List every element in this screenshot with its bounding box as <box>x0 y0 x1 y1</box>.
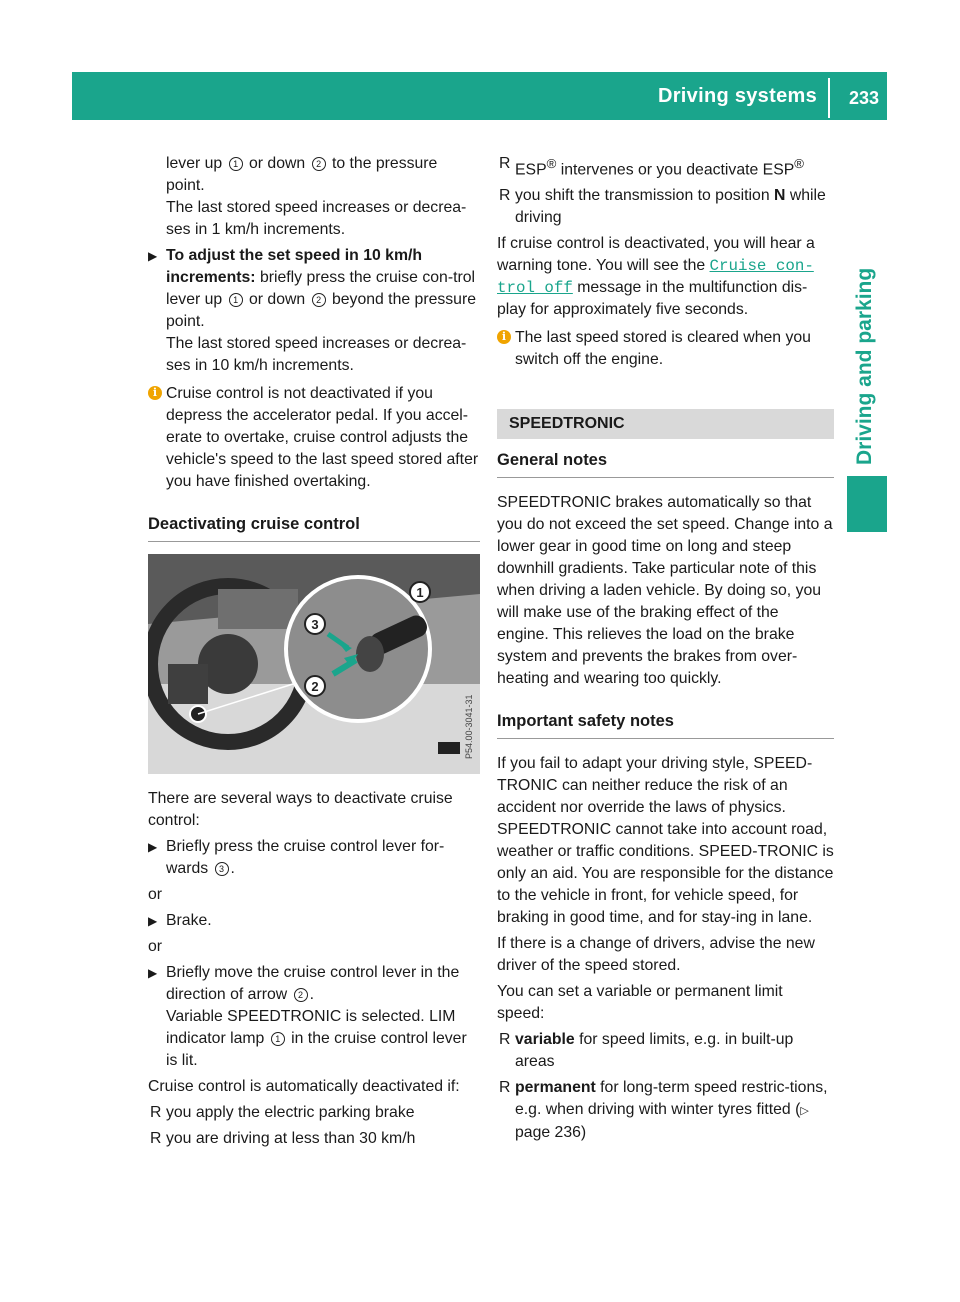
bullet-icon: R <box>499 1031 511 1049</box>
continued-step <box>148 153 480 241</box>
list-item <box>497 1077 834 1144</box>
side-block <box>847 476 887 532</box>
page-link[interactable]: page 236) <box>515 1124 587 1142</box>
marker-2: 2 <box>294 988 308 1002</box>
info-icon: i <box>148 386 162 400</box>
intro-text: There are several ways to deactivate cruise control: <box>148 790 453 829</box>
section-heading-speedtronic: SPEEDTRONIC <box>497 409 834 439</box>
page-ref-icon: ▷ <box>800 1105 809 1118</box>
side-tab-label: Driving and parking <box>853 267 876 465</box>
text: Brake. <box>166 912 212 929</box>
text: in the cruise control lever is lit. <box>166 1030 467 1069</box>
text: while driving <box>515 187 826 227</box>
text: beyond the pressure point. <box>166 291 476 330</box>
option-1: ▶ Briefly press the cruise control lever for-wards 3 . <box>148 838 445 877</box>
info-text: The last speed stored is cleared when you switch off the engine. <box>515 329 811 369</box>
photo-marker-3: 3 <box>311 617 319 632</box>
warning-text <box>497 233 834 321</box>
bullet-icon: R <box>499 155 511 172</box>
general-notes-text: SPEEDTRONIC brakes automatically so that you do not exceed the set speed. Change into a lower gear in good time on long and steep downhill gradients. Take particular note of this when driving a laden vehicle. By doing so, you will make use of the braking effect of the engine. This relieves the load on the brake system and prevents the brakes from over-heating and wearing too quickly. <box>497 494 833 688</box>
marker-2: 2 <box>312 157 326 171</box>
text: to the pressure point. <box>166 155 438 194</box>
bullet-icon: R <box>150 1104 162 1121</box>
text: or down <box>248 155 306 172</box>
display-message: Cruise con‐trol off <box>497 257 814 298</box>
safety-text-2: If there is a change of drivers, advise the new driver of the speed stored. <box>497 935 815 975</box>
info-icon: i <box>497 330 511 344</box>
left-column <box>148 153 480 1154</box>
section-title: Driving systems <box>657 85 817 107</box>
heading-safety-notes: Important safety notes <box>497 710 834 739</box>
heading-deactivating: Deactivating cruise control <box>148 513 480 542</box>
option-3: ▶ Briefly move the cruise control lever in the direction of arrow 2 . Variable SPEEDTRONIC is selected. LIM indicator lamp 1 in the cruise control lever is lit. <box>148 964 467 1069</box>
gear-position: N <box>774 187 786 205</box>
marker-3: 3 <box>215 862 229 876</box>
right-column <box>497 153 834 1148</box>
text: for speed limits, e.g. in built-up areas <box>515 1031 794 1071</box>
text: lever up <box>166 155 223 172</box>
list-item <box>148 1102 480 1124</box>
marker-1: 1 <box>229 157 243 171</box>
info-note <box>148 383 480 493</box>
text: you shift the transmission to position <box>515 187 770 205</box>
side-tab <box>847 120 887 465</box>
text: for long-term speed restric-tions, e.g. when driving with winter tyres fitted ( <box>515 1079 828 1119</box>
step-arrow-icon: ▶ <box>148 914 158 928</box>
step-heading: To adjust the set speed in 10 km/h increments: <box>166 247 423 286</box>
info-text: Cruise control is not deactivated if you depress the accelerator pedal. If you accel-erate to overtake, cruise control adjusts the vehicle's speed to the last speed stored after you have finished overtaking. <box>166 385 479 490</box>
text: If cruise control is deactivated, you will hear a warning tone. You will see the <box>497 235 815 275</box>
step-10kmh <box>148 245 480 377</box>
info-note <box>497 327 834 371</box>
list-item <box>148 1128 480 1150</box>
list-item <box>497 1029 834 1073</box>
step-arrow-icon: ▶ <box>148 966 158 980</box>
list-item <box>497 185 834 229</box>
text: Briefly press the cruise control lever for-wards <box>166 838 445 877</box>
safety-text-3: You can set a variable or permanent limit speed: <box>497 983 783 1023</box>
marker-2: 2 <box>312 293 326 307</box>
photo-code: P54.00-3041-31 <box>464 694 474 759</box>
bullet-icon: R <box>499 1079 511 1097</box>
text: The last stored speed increases or decrea-ses in 1 km/h increments. <box>166 199 467 238</box>
header-bar <box>72 72 887 120</box>
text: intervenes or you deactivate ESP <box>560 161 795 179</box>
photo-marker-2: 2 <box>311 679 319 694</box>
safety-text-1: If you fail to adapt your driving style, SPEED-TRONIC can neither reduce the risk of an accident nor override the laws of physics. SPEEDTRONIC cannot take into account road, weather or traffic conditions. SPEED-TRONIC is only an aid. You are responsible for the distance to the vehicle in front, for vehicle speed, for braking in good time, and for stay-ing in lane. <box>497 755 834 927</box>
step-arrow-icon: ▶ <box>148 840 158 854</box>
text: you are driving at less than 30 km/h <box>166 1130 416 1147</box>
step-arrow-icon: ▶ <box>148 249 158 263</box>
text: Briefly move the cruise control lever in the direction of arrow <box>166 964 460 1003</box>
photo-marker-1: 1 <box>416 585 424 600</box>
text: message in the multifunction dis-play for approximately five seconds. <box>497 279 808 319</box>
heading-general-notes: General notes <box>497 449 834 478</box>
option-2 <box>148 910 480 932</box>
text: or down <box>248 291 306 308</box>
auto-deactivation-text: Cruise control is automatically deactivated if: <box>148 1078 460 1095</box>
page-number: 233 <box>848 88 879 108</box>
marker-1: 1 <box>229 293 243 307</box>
registered-mark: ® <box>546 156 557 171</box>
cruise-control-lever-photo <box>148 554 480 774</box>
marker-1: 1 <box>271 1032 285 1046</box>
text: The last stored speed increases or decrea-ses in 10 km/h increments. <box>166 335 467 374</box>
list-item <box>497 153 834 181</box>
or-text: or <box>148 886 163 903</box>
term: permanent <box>515 1079 596 1097</box>
header-separator <box>828 78 830 118</box>
bullet-icon: R <box>150 1130 162 1147</box>
registered-mark: ® <box>794 156 804 171</box>
term: variable <box>515 1031 575 1049</box>
text: briefly press the cruise con-trol lever up <box>166 269 476 308</box>
text: you apply the electric parking brake <box>166 1104 415 1121</box>
bullet-icon: R <box>499 187 511 205</box>
text: Variable SPEEDTRONIC is selected. LIM indicator lamp <box>166 1008 456 1047</box>
or-text: or <box>148 938 163 955</box>
text: ESP <box>515 161 547 179</box>
